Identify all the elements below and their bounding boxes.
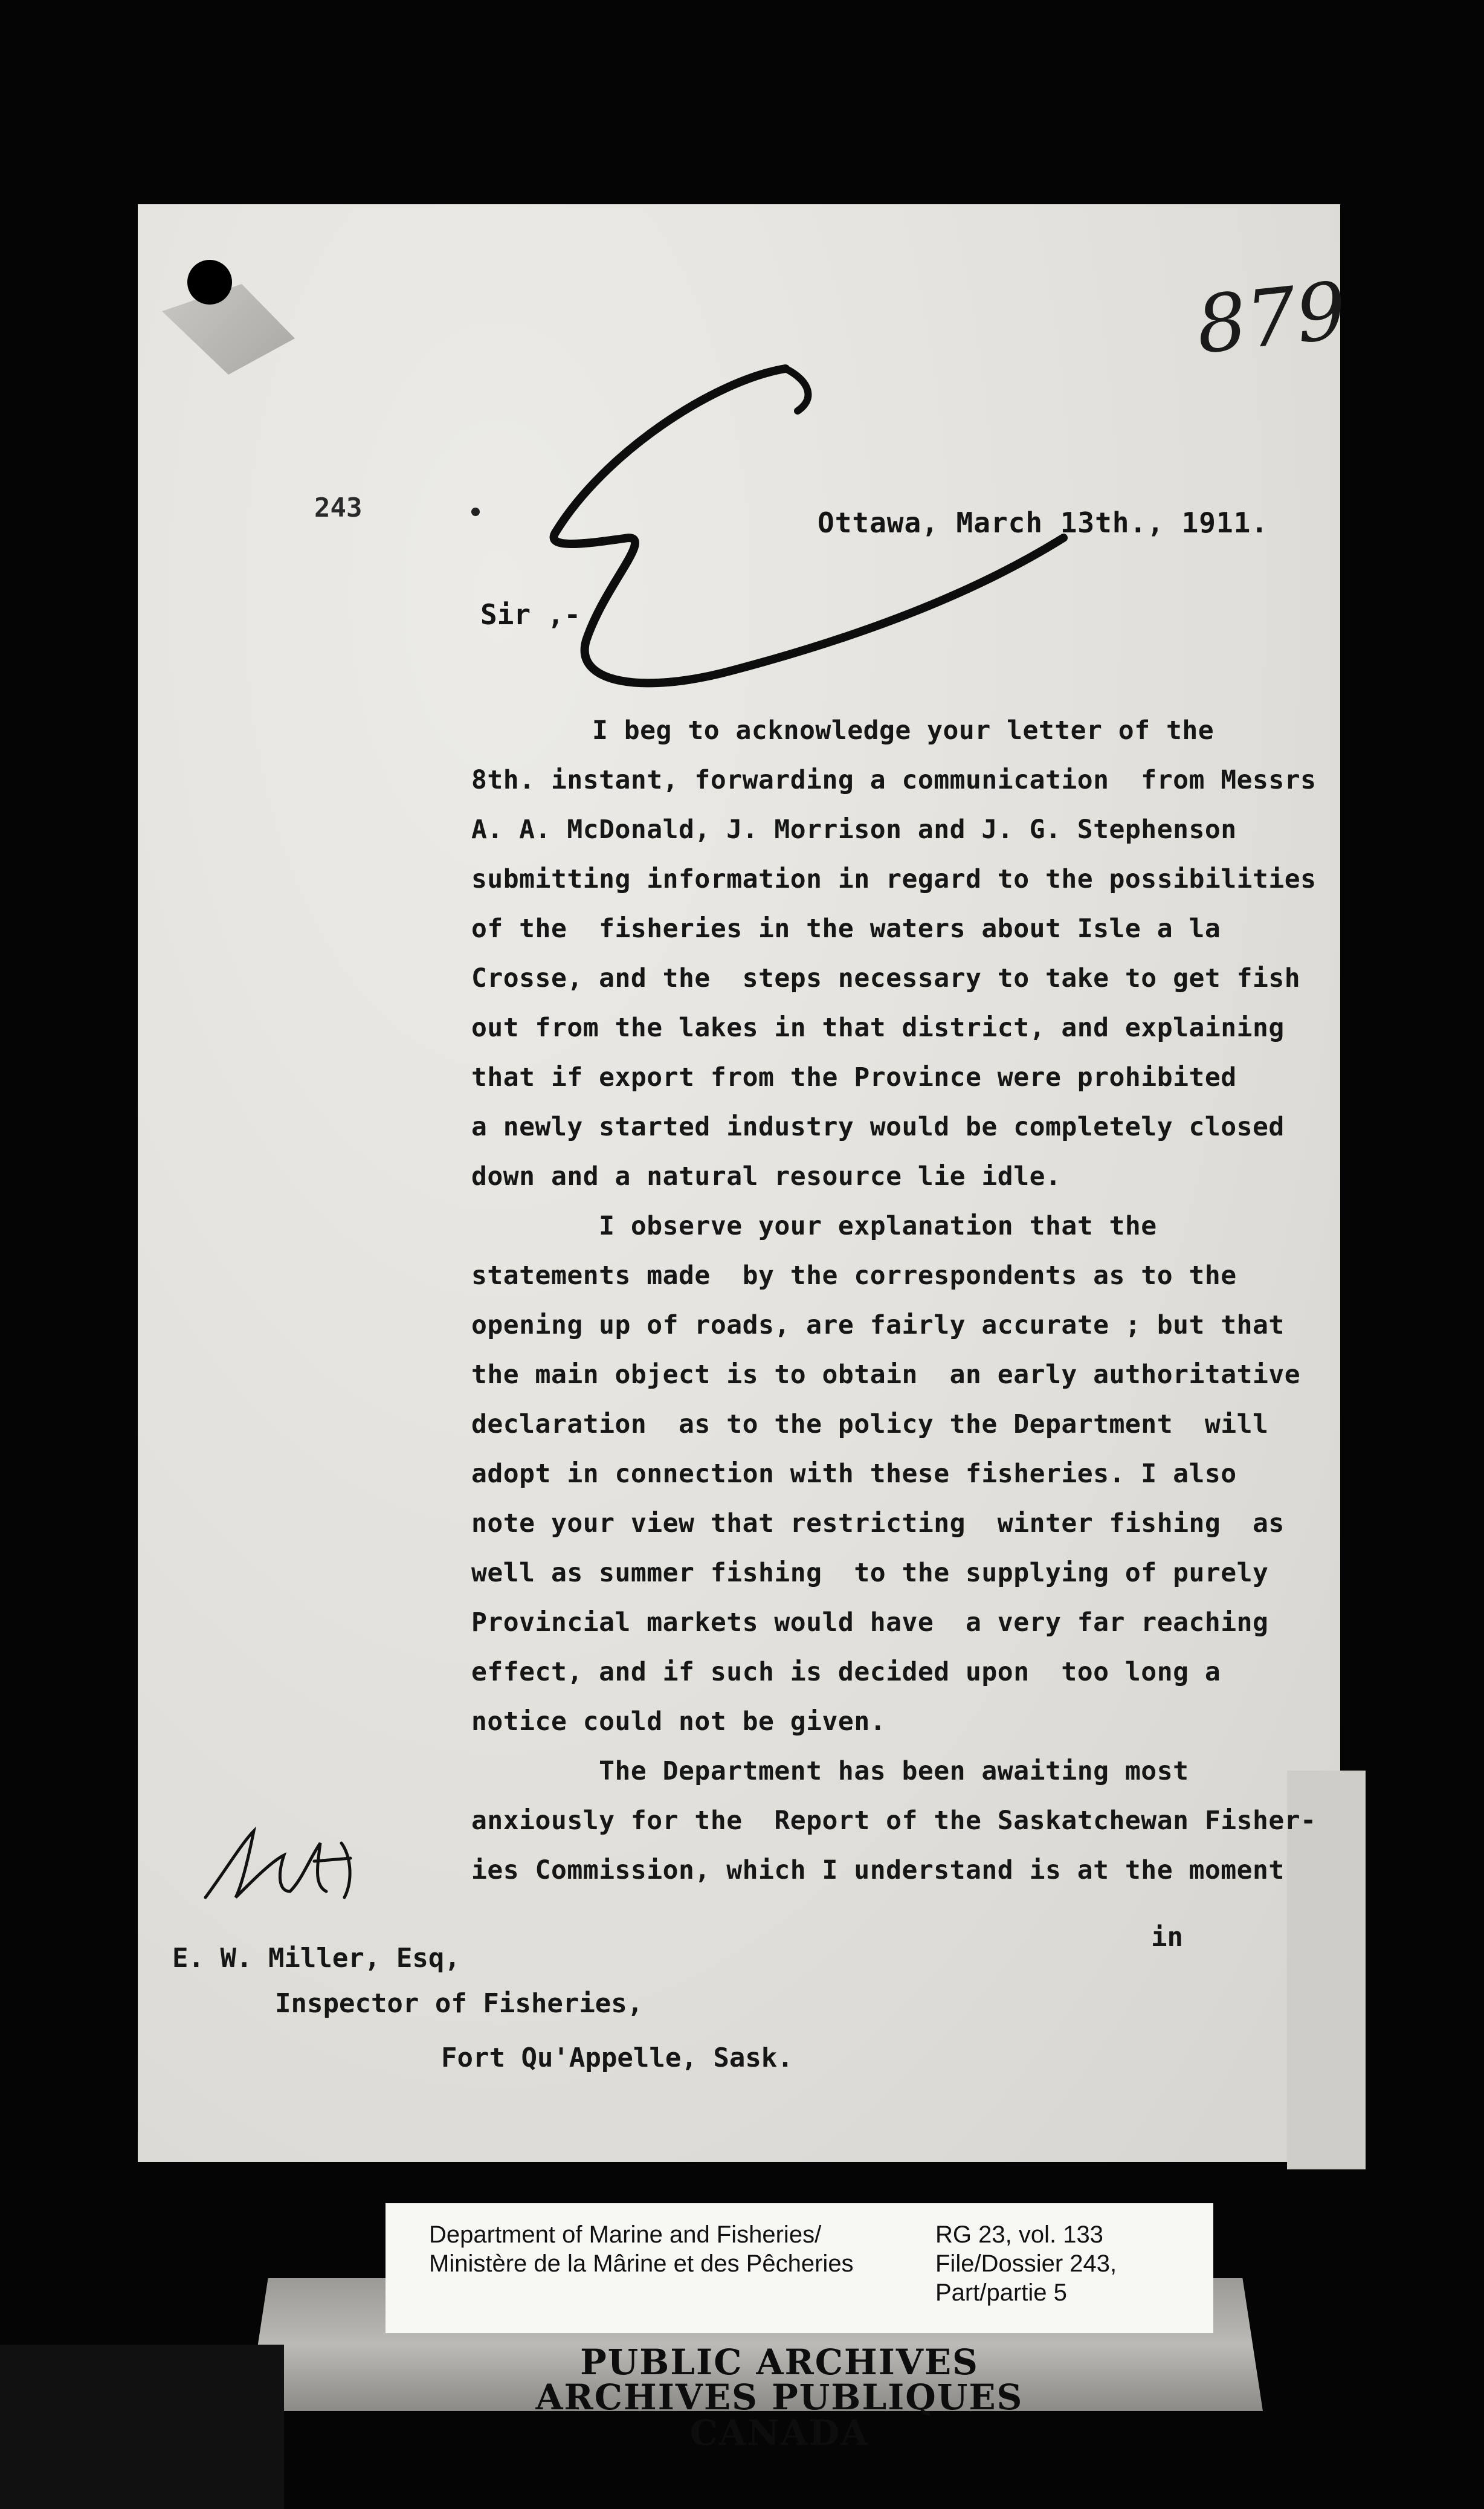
- addressee-name: E. W. Miller, Esq,: [172, 1943, 460, 1974]
- label-file: File/Dossier 243,: [935, 2250, 1117, 2277]
- body-line: that if export from the Province were prohibited: [471, 1062, 1237, 1093]
- addressee-title: Inspector of Fisheries,: [275, 1988, 644, 2019]
- body-line: adopt in connection with these fisheries. I also: [471, 1459, 1237, 1489]
- letter-body: [471, 706, 1329, 1895]
- handwritten-initials: [199, 1807, 381, 1916]
- body-line: I beg to acknowledge your letter of the: [592, 715, 1215, 746]
- dark-border: [0, 2345, 284, 2509]
- body-line: A. A. McDonald, J. Morrison and J. G. Stephenson: [471, 815, 1237, 845]
- label-part: Part/partie 5: [935, 2279, 1067, 2306]
- label-department: [429, 2220, 854, 2278]
- archive-label-card: [386, 2203, 1213, 2333]
- body-line: effect, and if such is decided upon too long a: [471, 1657, 1221, 1687]
- body-line: ies Commission, which I understand is at the moment: [471, 1855, 1285, 1885]
- body-line: of the fisheries in the waters about Isle a la: [471, 914, 1221, 944]
- body-line: the main object is to obtain an early authoritative: [471, 1360, 1301, 1390]
- punch-hole: [187, 260, 232, 305]
- body-line: declaration as to the policy the Department will: [471, 1409, 1269, 1439]
- addressee-location: Fort Qu'Appelle, Sask.: [441, 2042, 793, 2073]
- folio-number: 879: [1192, 264, 1351, 372]
- label-dept-fr: Ministère de la Mârine et des Pêcheries: [429, 2250, 854, 2277]
- body-line: The Department has been awaiting most: [471, 1756, 1189, 1786]
- dot-mark: [471, 508, 480, 516]
- body-line: out from the lakes in that district, and explaining: [471, 1013, 1285, 1043]
- body-line: a newly started industry would be completely closed: [471, 1112, 1285, 1142]
- body-line: Crosse, and the steps necessary to take to get fish: [471, 963, 1301, 993]
- body-line: notice could not be given.: [471, 1707, 886, 1737]
- label-reference: [935, 2220, 1117, 2307]
- body-line: note your view that restricting winter fishing as: [471, 1508, 1285, 1539]
- body-line: opening up of roads, are fairly accurate ; but that: [471, 1310, 1285, 1340]
- stamp-line-en: PUBLIC ARCHIVES: [580, 2342, 979, 2383]
- body-line: well as summer fishing to the supplying of purely: [471, 1558, 1269, 1588]
- body-line: submitting information in regard to the possibilities: [471, 864, 1317, 894]
- label-rg: RG 23, vol. 133: [935, 2221, 1103, 2248]
- body-line: Provincial markets would have a very far reaching: [471, 1607, 1269, 1638]
- file-mark: 243: [314, 492, 363, 523]
- body-line: anxiously for the Report of the Saskatchewan Fisher-: [471, 1806, 1317, 1836]
- salutation: Sir ,-: [480, 598, 581, 631]
- stamp-line-fr: ARCHIVES PUBLIQUES: [535, 2377, 1024, 2418]
- label-dept-en: Department of Marine and Fisheries/: [429, 2221, 822, 2248]
- body-line: down and a natural resource lie idle.: [471, 1161, 1062, 1192]
- archive-stamp: [423, 2342, 1136, 2453]
- closing-word: in: [1151, 1922, 1183, 1952]
- handwritten-scrawl-mark: [532, 357, 1076, 731]
- body-line: statements made by the correspondents as to the: [471, 1261, 1237, 1291]
- dateline: Ottawa, March 13th., 1911.: [818, 506, 1269, 539]
- body-line: I observe your explanation that the: [471, 1211, 1157, 1241]
- stamp-line-country: CANADA: [689, 2412, 869, 2453]
- body-line: 8th. instant, forwarding a communication from Messrs: [471, 765, 1317, 795]
